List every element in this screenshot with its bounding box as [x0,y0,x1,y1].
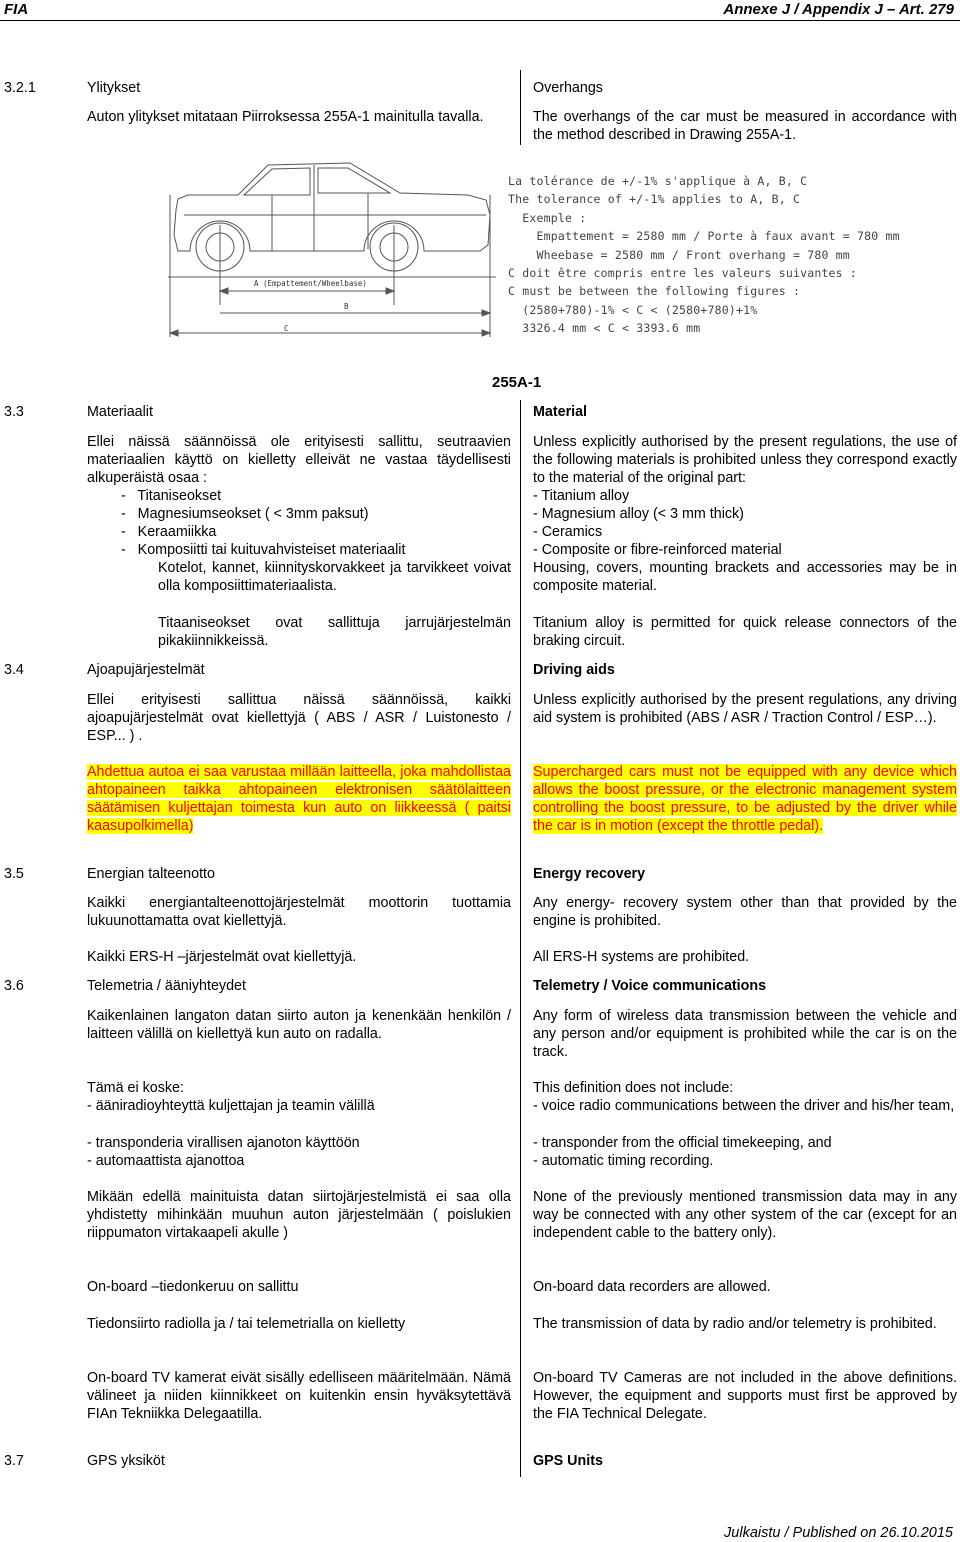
section-number: 3.7 [4,1453,24,1469]
drawing-note: C must be between the following figures : [508,284,801,299]
paragraph-en: Any form of wireless data transmission between the vehicle and any person and/or equipment is prohibited while the car is on the track. [533,1008,957,1060]
page-header [0,0,960,21]
list-item-fi: - Titaniseokset [121,488,222,504]
drawing-note: Wheebase = 2580 mm / Front overhang = 780 mm [508,247,850,262]
drawing-note: Exemple : [508,210,587,225]
paragraph-en: On-board TV Cameras are not included in the above definitions. However, the equipment and supports must first be approved by the FIA Technical Delegate. [533,1370,957,1422]
paragraph-fi: On-board –tiedonkeruu on sallittu [87,1279,299,1295]
paragraph-fi: Auton ylitykset mitataan Piirroksessa 255A-1 mainitulla tavalla. [87,109,484,125]
list-item-fi: - automaattista ajanottoa [87,1153,245,1169]
section-title-en: Overhangs [533,80,603,96]
list-item-fi: - Keraamiikka [121,524,217,540]
car-drawing [168,155,496,340]
paragraph-fi: Titaaniseokset ovat sallittuja jarrujärjestelmän pikakiinnikkeissä. [158,615,511,649]
paragraph-fi: Kaikenlainen langaton datan siirto auton ja kenenkään henkilön / laitteen välillä on kiellettyä kun auto on radalla. [87,1008,511,1042]
list-item-en: - Titanium alloy [533,488,630,504]
paragraph-en: Titanium alloy is permitted for quick release connectors of the braking circuit. [533,615,957,649]
paragraph-en: Unless explicitly authorised by the present regulations, the use of the following materials is prohibited unless they correspond exactly to the material of the original part: [533,434,957,486]
drawing-notes [508,172,900,338]
list-item-fi: - ääniradioyhteyttä kuljettajan ja teamin välillä [87,1098,375,1114]
paragraph-fi: Kaikki energiantalteenottojärjestelmät moottorin tuottamia lukuunottamatta ovat kiellettyjä. [87,895,511,929]
paragraph-en: This definition does not include: [533,1080,734,1096]
highlight-text-fi: Ahdettua autoa ei saa varustaa millään laitteella, joka mahdollistaa ahtopaineen taikka ahtopaineen elektronisen säätölaitteen säätämisen kuljettajan toimesta kun auto on liikkeessä ( paitsi kaasupolkimella) [87,764,511,834]
paragraph-fi: Ellei näissä säännöissä ole erityisesti sallittu, seutraavien materiaalien käyttö on kielletty elleivät ne vastaa täydellisesti alkuperäistä osaa : [87,434,511,486]
paragraph-en: All ERS-H systems are prohibited. [533,949,750,965]
section-title-en: Driving aids [533,662,615,678]
section-title-fi: Ylitykset [87,80,141,96]
list-item-fi: - Magnesiumseokset ( < 3mm paksut) [121,506,369,522]
section-title-en: Energy recovery [533,866,646,882]
section-number: 3.5 [4,866,24,882]
dimension-label-b: B [344,302,349,311]
section-number: 3.3 [4,404,24,420]
drawing-note: (2580+780)-1% < C < (2580+780)+1% [508,302,758,317]
list-item-en: - Ceramics [533,524,603,540]
section-title-en: GPS Units [533,1453,603,1469]
list-item-en: - transponder from the official timekeeping, and [533,1135,832,1151]
list-item-en: - Magnesium alloy (< 3 mm thick) [533,506,744,522]
section-number: 3.4 [4,662,24,678]
paragraph-en: Any energy- recovery system other than that provided by the engine is prohibited. [533,895,957,929]
section-title-fi: Materiaalit [87,404,153,420]
dimension-label-a: A (Empattement/Wheelbase) [254,279,367,288]
section-title-fi: Energian talteenotto [87,866,215,882]
paragraph-fi: Ellei erityisesti sallittua näissä säännöissä, kaikki ajoapujärjestelmät ovat kiellettyjä ( ABS / ASR / Luistonesto / ESP... ) . [87,692,511,744]
list-item-en: - voice radio communications between the driver and his/her team, [533,1098,955,1114]
section-number: 3.2.1 [4,80,36,96]
list-item-fi: - Komposiitti tai kuituvahvisteiset materiaalit [121,542,406,558]
list-item-fi: - transponderia virallisen ajanoton käyttöön [87,1135,360,1151]
section-title-fi: Ajoapujärjestelmät [87,662,205,678]
drawing-note: 3326.4 mm < C < 3393.6 mm [508,321,701,336]
drawing-note: La tolérance de +/-1% s'applique à A, B, C [508,174,808,188]
drawing-note: Empattement = 2580 mm / Porte à faux avant = 780 mm [508,229,900,244]
section-title-fi: GPS yksiköt [87,1453,165,1469]
paragraph-fi: On-board TV kamerat eivät sisälly edelliseen määritelmään. Nämä välineet ja niiden kiinnikkeet on kuitenkin ensin hyväksytettävä FIAn Tekniikka Delegaatilla. [87,1370,511,1422]
highlight-text-en: Supercharged cars must not be equipped with any device which allows the boost pressure, or the electronic management system controlling the boost pressure, to be adjusted by the driver while the car is in motion (except the throttle pedal). [533,764,957,834]
highlighted-paragraph-en [533,763,957,835]
header-left: FIA [4,1,29,18]
paragraph-en: On-board data recorders are allowed. [533,1279,771,1295]
figure-caption: 255A-1 [492,374,542,391]
list-item-en: - automatic timing recording. [533,1153,714,1169]
section-title-fi: Telemetria / ääniyhteydet [87,978,246,994]
section-title-en: Telemetry / Voice communications [533,978,767,994]
page-footer: Julkaistu / Published on 26.10.2015 [724,1525,953,1541]
column-divider [520,70,521,145]
column-divider [520,400,521,1477]
dimension-label-c: C [284,324,289,333]
drawing-note: C doit être compris entre les valeurs suivantes : [508,266,858,281]
paragraph-fi: Tiedonsiirto radiolla ja / tai telemetrialla on kielletty [87,1316,406,1332]
section-number: 3.6 [4,978,24,994]
paragraph-en: The overhangs of the car must be measured in accordance with the method described in Drawing 255A-1. [533,109,957,143]
paragraph-en: The transmission of data by radio and/or telemetry is prohibited. [533,1316,937,1332]
paragraph-fi: Kaikki ERS-H –järjestelmät ovat kiellettyjä. [87,949,357,965]
drawing-note: The tolerance of +/-1% applies to A, B, C [508,192,801,207]
paragraph-fi: Mikään edellä mainituista datan siirtojärjestelmistä ei saa olla yhdistetty mihinkään muuhun auton järjestelmään ( poislukien riippumaton virtakaapeli akulle ) [87,1189,511,1241]
paragraph-en: None of the previously mentioned transmission data may in any way be connected with any other system of the car (except for an independent cable to the battery only). [533,1189,957,1241]
highlighted-paragraph-fi [87,763,511,835]
section-title-en: Material [533,404,588,420]
list-item-en: - Composite or fibre-reinforced material [533,542,782,558]
paragraph-en: Housing, covers, mounting brackets and accessories may be in composite material. [533,560,957,594]
paragraph-fi: Tämä ei koske: [87,1080,184,1096]
header-right: Annexe J / Appendix J – Art. 279 [723,1,954,18]
paragraph-fi: Kotelot, kannet, kiinnityskorvakkeet ja tarvikkeet voivat olla komposiittimateriaalista. [158,560,511,594]
paragraph-en: Unless explicitly authorised by the present regulations, any driving aid system is prohibited (ABS / ASR / Traction Control / ESP…). [533,692,957,726]
